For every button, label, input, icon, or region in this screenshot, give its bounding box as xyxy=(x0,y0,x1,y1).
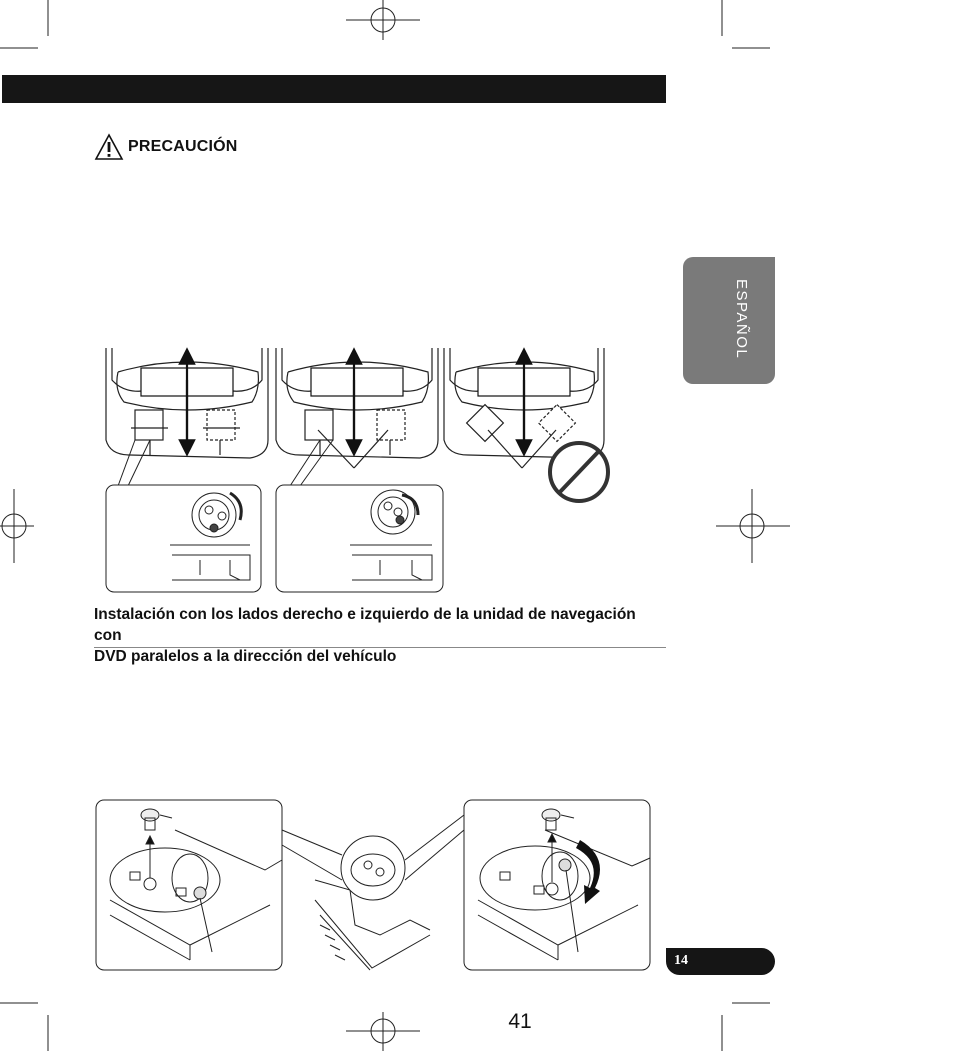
section-page-number: 14 xyxy=(674,953,688,968)
section-heading-line2: DVD paralelos a la dirección del vehículo xyxy=(94,648,397,665)
navigation-unit-view xyxy=(282,815,464,970)
detail-view-screw-left xyxy=(96,800,282,970)
detail-view-screw-right xyxy=(464,800,650,970)
language-tab-label: ESPAÑOL xyxy=(733,279,750,360)
section-heading-line1: Instalación con los lados derecho e izquierdo de la unidad de navegación con xyxy=(94,606,636,644)
page-number: 41 xyxy=(508,1010,532,1033)
caution-label: PRECAUCIÓN xyxy=(128,138,238,155)
section-page-badge xyxy=(666,948,775,975)
